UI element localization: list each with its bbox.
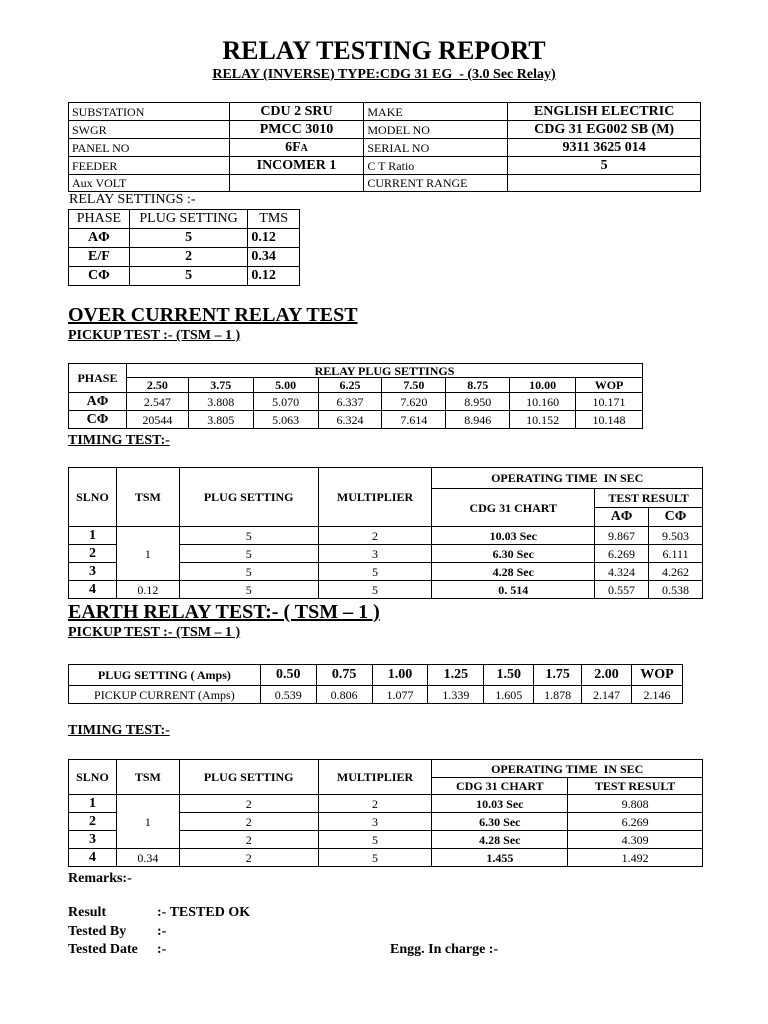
earth-pickup-current: 0.539: [260, 686, 316, 704]
tested-date-value: :-: [157, 942, 167, 957]
label-feeder: FEEDER: [69, 157, 230, 175]
earth-timing-result: 1.492: [568, 849, 703, 867]
oc-pickup-phase: AΦ: [69, 393, 127, 411]
oc-pickup-col: 3.75: [188, 378, 253, 393]
oc-timing-plug: 5: [179, 563, 318, 581]
report-subtitle: RELAY (INVERSE) TYPE:CDG 31 EG - (3.0 Sec Relay): [212, 67, 556, 82]
earth-plug-setting: 0.75: [316, 665, 372, 686]
oc-timing-slno: 1: [69, 527, 117, 545]
oc-timing-h-a: AΦ: [595, 508, 649, 527]
earth-timing-result: 6.269: [568, 813, 703, 831]
oc-timing-h-chart: CDG 31 CHART: [432, 489, 595, 527]
label-serial-no: SERIAL NO: [364, 139, 508, 157]
rs-tms: 0.34: [248, 248, 300, 267]
earth-pickup-heading: PICKUP TEST :- (TSM – 1 ): [68, 625, 241, 640]
earth-timing-h-mult: MULTIPLIER: [318, 760, 432, 795]
value-panel-no: [229, 139, 364, 157]
earth-plug-setting: 2.00: [582, 665, 632, 686]
label-swgr: SWGR: [69, 121, 230, 139]
earth-timing-mult: 2: [318, 795, 432, 813]
value-model-no: CDG 31 EG002 SB (M): [508, 121, 701, 139]
earth-pickup-current: 2.146: [631, 686, 682, 704]
label-panel-no: PANEL NO: [69, 139, 230, 157]
earth-pickup-current: 1.077: [372, 686, 428, 704]
earth-timing-chart: 10.03 Sec: [432, 795, 568, 813]
earth-timing-plug: 2: [179, 795, 318, 813]
oc-pickup-col: WOP: [576, 378, 643, 393]
oc-pickup-value: 10.160: [510, 393, 576, 411]
earth-timing-slno: 2: [69, 813, 117, 831]
value-serial-no: 9311 3625 014: [508, 139, 701, 157]
earth-timing-slno: 4: [69, 849, 117, 867]
oc-timing-a: 0.557: [595, 581, 649, 599]
earth-plug-setting: 1.00: [372, 665, 428, 686]
oc-timing-h-c: CΦ: [649, 508, 703, 527]
oc-timing-chart: 0. 514: [432, 581, 595, 599]
remarks-label: Remarks:-: [68, 871, 132, 886]
oc-pickup-value: 7.614: [382, 411, 446, 429]
result-label: Result: [68, 905, 107, 920]
relay-settings-table: [68, 209, 300, 286]
oc-timing-a: 9.867: [595, 527, 649, 545]
earth-pickup-table: [68, 664, 683, 704]
oc-pickup-col: 5.00: [253, 378, 318, 393]
value-substation: CDU 2 SRU: [229, 103, 364, 121]
rs-tms: 0.12: [248, 229, 300, 248]
earth-pickup-current: 2.147: [582, 686, 632, 704]
oc-pickup-phase-header: PHASE: [69, 364, 127, 393]
earth-timing-mult: 3: [318, 813, 432, 831]
oc-timing-mult: 5: [318, 581, 432, 599]
earth-timing-slno: 3: [69, 831, 117, 849]
oc-timing-h-plug: PLUG SETTING: [179, 468, 318, 527]
oc-timing-slno: 2: [69, 545, 117, 563]
oc-pickup-group-header: RELAY PLUG SETTINGS: [126, 364, 642, 378]
oc-pickup-value: 5.063: [253, 411, 318, 429]
earth-pickup-current: 1.339: [428, 686, 484, 704]
value-feeder: INCOMER 1: [229, 157, 364, 175]
earth-plug-setting: WOP: [631, 665, 682, 686]
oc-timing-plug: 5: [179, 581, 318, 599]
rs-header-tms: TMS: [248, 210, 300, 229]
earth-plug-setting: 1.25: [428, 665, 484, 686]
oc-pickup-col: 8.75: [446, 378, 510, 393]
oc-pickup-value: 20544: [126, 411, 188, 429]
earth-timing-mult: 5: [318, 849, 432, 867]
oc-pickup-col: 2.50: [126, 378, 188, 393]
oc-timing-plug: 5: [179, 527, 318, 545]
oc-pickup-phase: CΦ: [69, 411, 127, 429]
oc-timing-chart: 6.30 Sec: [432, 545, 595, 563]
panel-no-suffix: A: [300, 142, 308, 154]
earth-timing-slno: 1: [69, 795, 117, 813]
earth-timing-mult: 5: [318, 831, 432, 849]
earth-timing-h-tsm: TSM: [116, 760, 179, 795]
earth-timing-plug: 2: [179, 831, 318, 849]
oc-timing-c: 9.503: [649, 527, 703, 545]
oc-timing-h-op: OPERATING TIME IN SEC: [432, 468, 703, 489]
earth-timing-h-chart: CDG 31 CHART: [432, 778, 568, 795]
oc-pickup-value: 2.547: [126, 393, 188, 411]
label-make: MAKE: [364, 103, 508, 121]
oc-timing-c: 6.111: [649, 545, 703, 563]
oc-timing-chart: 10.03 Sec: [432, 527, 595, 545]
rs-phase: AΦ: [69, 229, 130, 248]
earth-pickup-current: 1.878: [534, 686, 582, 704]
earth-pickup-current: 1.605: [484, 686, 534, 704]
oc-timing-c: 4.262: [649, 563, 703, 581]
oc-pickup-heading: PICKUP TEST :- (TSM – 1 ): [68, 328, 241, 343]
rs-phase: CΦ: [69, 267, 130, 286]
info-table: [68, 102, 701, 192]
panel-no-main: 6F: [285, 139, 301, 155]
oc-timing-h-mult: MULTIPLIER: [318, 468, 432, 527]
earth-timing-heading: TIMING TEST:-: [68, 723, 170, 738]
label-substation: SUBSTATION: [69, 103, 230, 121]
oc-pickup-value: 10.152: [510, 411, 576, 429]
tested-by-label: Tested By: [68, 924, 127, 939]
earth-plug-setting: 1.50: [484, 665, 534, 686]
earth-timing-h-plug: PLUG SETTING: [179, 760, 318, 795]
oc-pickup-col: 6.25: [318, 378, 382, 393]
earth-plug-setting-label: PLUG SETTING ( Amps): [69, 665, 261, 686]
earth-timing-tsm-merged: 1: [116, 795, 179, 849]
earth-timing-h-op: OPERATING TIME IN SEC: [432, 760, 703, 778]
value-make: ENGLISH ELECTRIC: [508, 103, 701, 121]
oc-timing-h-tsm: TSM: [116, 468, 179, 527]
rs-plug: 2: [129, 248, 248, 267]
rs-plug: 5: [129, 267, 248, 286]
oc-timing-tsm-merged: 1: [116, 527, 179, 581]
earth-timing-plug: 2: [179, 813, 318, 831]
oc-pickup-table: [68, 363, 643, 429]
relay-settings-heading: RELAY SETTINGS :-: [69, 192, 196, 207]
tested-date-label: Tested Date: [68, 942, 138, 957]
earth-plug-setting: 0.50: [260, 665, 316, 686]
oc-pickup-value: 6.324: [318, 411, 382, 429]
oc-timing-chart: 4.28 Sec: [432, 563, 595, 581]
oc-timing-plug: 5: [179, 545, 318, 563]
engg-in-charge-label: Engg. In charge :-: [390, 942, 499, 957]
oc-timing-slno: 3: [69, 563, 117, 581]
rs-tms: 0.12: [248, 267, 300, 286]
label-aux-volt: Aux VOLT: [69, 175, 230, 192]
oc-timing-mult: 3: [318, 545, 432, 563]
oc-pickup-col: 10.00: [510, 378, 576, 393]
oc-timing-slno: 4: [69, 581, 117, 599]
earth-timing-result: 4.309: [568, 831, 703, 849]
earth-pickup-current-label: PICKUP CURRENT (Amps): [69, 686, 261, 704]
earth-timing-h-result: TEST RESULT: [568, 778, 703, 795]
oc-pickup-value: 8.946: [446, 411, 510, 429]
rs-header-plug: PLUG SETTING: [129, 210, 248, 229]
oc-timing-mult: 5: [318, 563, 432, 581]
earth-timing-plug: 2: [179, 849, 318, 867]
rs-phase: E/F: [69, 248, 130, 267]
earth-timing-chart: 4.28 Sec: [432, 831, 568, 849]
value-current-range: [508, 175, 701, 192]
report-title: RELAY TESTING REPORT: [222, 36, 546, 65]
rs-header-phase: PHASE: [69, 210, 130, 229]
oc-timing-table: [68, 467, 703, 599]
oc-pickup-value: 3.808: [188, 393, 253, 411]
earth-timing-chart: 1.455: [432, 849, 568, 867]
oc-pickup-value: 10.171: [576, 393, 643, 411]
oc-pickup-value: 6.337: [318, 393, 382, 411]
tested-by-value: :-: [157, 924, 167, 939]
oc-pickup-value: 10.148: [576, 411, 643, 429]
oc-pickup-value: 5.070: [253, 393, 318, 411]
earth-timing-chart: 6.30 Sec: [432, 813, 568, 831]
oc-pickup-value: 8.950: [446, 393, 510, 411]
value-aux-volt: [229, 175, 364, 192]
value-ct-ratio: 5: [508, 157, 701, 175]
value-swgr: PMCC 3010: [229, 121, 364, 139]
oc-timing-heading: TIMING TEST:-: [68, 433, 170, 448]
oc-timing-a: 4.324: [595, 563, 649, 581]
oc-timing-h-result: TEST RESULT: [595, 489, 703, 508]
label-model-no: MODEL NO: [364, 121, 508, 139]
earth-timing-table: [68, 759, 703, 867]
label-current-range: CURRENT RANGE: [364, 175, 508, 192]
earth-timing-result: 9.808: [568, 795, 703, 813]
earth-pickup-current: 0.806: [316, 686, 372, 704]
earth-heading: EARTH RELAY TEST:- ( TSM – 1 ): [68, 601, 380, 623]
earth-timing-tsm: 0.34: [116, 849, 179, 867]
rs-plug: 5: [129, 229, 248, 248]
oc-timing-h-slno: SLNO: [69, 468, 117, 527]
oc-timing-tsm: 0.12: [116, 581, 179, 599]
oc-pickup-value: 7.620: [382, 393, 446, 411]
oc-timing-c: 0.538: [649, 581, 703, 599]
label-ct-ratio: C T Ratio: [364, 157, 508, 175]
result-value: :- TESTED OK: [157, 905, 251, 920]
earth-timing-h-slno: SLNO: [69, 760, 117, 795]
oc-timing-a: 6.269: [595, 545, 649, 563]
earth-plug-setting: 1.75: [534, 665, 582, 686]
oc-pickup-value: 3.805: [188, 411, 253, 429]
oc-pickup-col: 7.50: [382, 378, 446, 393]
oc-timing-mult: 2: [318, 527, 432, 545]
oc-heading: OVER CURRENT RELAY TEST: [68, 304, 358, 326]
